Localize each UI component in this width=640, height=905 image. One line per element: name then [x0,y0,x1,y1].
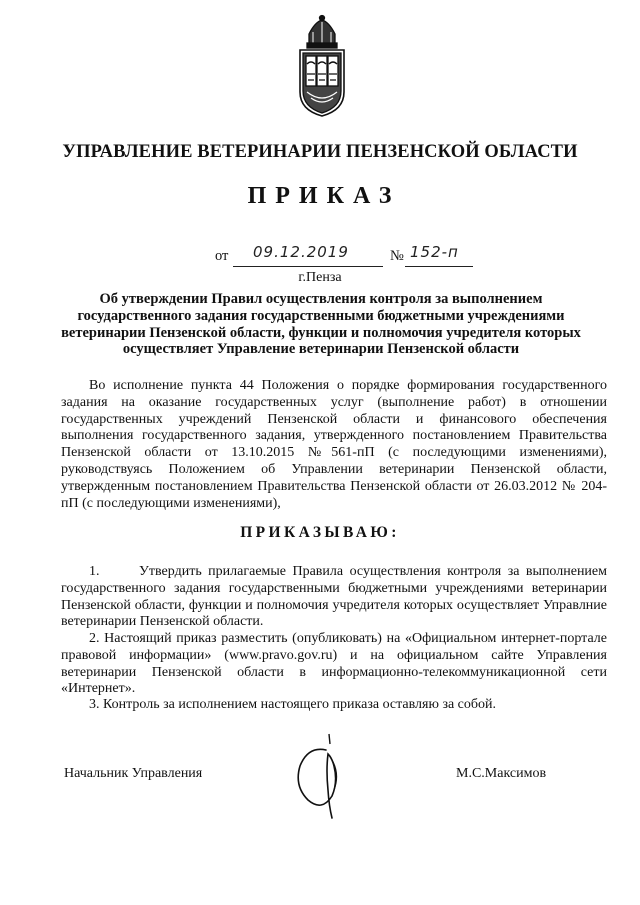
registration-line [0,243,640,268]
order-item-3 [61,697,607,714]
order-item-text: Настоящий приказ разместить (опубликовать) на «Официальном интернет-портале правовой информации» (www.pravo.gov.ru) и на официальном сайте Управления ветеринарии Пензенской области в информационно-телекоммуникационной сети «Интернет». [61,631,608,697]
document-type: ПРИКАЗ [247,183,401,209]
date-field [233,243,383,267]
order-item-number: 2. [89,631,100,646]
number-field [405,243,473,267]
city: г.Пенза [298,270,342,285]
preamble-paragraph: Во исполнение пункта 44 Положения о порядке формирования государственного задания на оказание государственных услуг (выполнение работ) в отношении государственных учреждений Пензенской области и финансового обеспечения выполнения государственного задания, утвержденного постановлением Правительства Пензенской области от 13.10.2015 №561-пП (с последующими изменениями), руководствуясь Положением об Управлении ветеринарии Пензенской области, утвержденным постановлением Правительства Пензенской области от 26.03.2012 № 204-пП (с последующими изменениями), [61,378,607,511]
organization-name: УПРАВЛЕНИЕ ВЕТЕРИНАРИИ ПЕНЗЕНСКОЙ ОБЛАСТИ [62,142,578,162]
order-item-text: Утвердить прилагаемые Правила осуществления контроля за выполнением государственного задания государственными бюджетными учреждениями ветеринарии Пензенской области, функции и полномочия учредителя которых осуществляет Управлние ветеринарии Пензенской области. [61,564,607,630]
coat-of-arms-icon [295,14,349,118]
signatory-position: Начальник Управления [64,766,203,781]
signatory-name: М.С.Максимов [456,766,547,781]
orders-heading: ПРИКАЗЫВАЮ: [240,524,400,541]
order-item-number: 3. [89,697,100,712]
order-item-number: 1. [89,564,100,579]
order-item-text: Контроль за исполнением настоящего приказа оставляю за собой. [103,697,497,712]
order-item-1 [61,564,607,631]
date-value: 09.12.2019 [253,243,349,261]
document-title: Об утверждении Правил осуществления контроля за выполнением государственного задания государственными бюджетными учреждениями ветеринарии Пензенской области, функции и полномочия учредителя которых осуществляет Управление ветеринарии Пензенской области [61,291,581,358]
order-item-2 [61,631,607,698]
date-prefix: от [215,248,229,264]
number-value: 152-п [410,243,459,261]
number-sign: № [390,248,404,264]
handwritten-signature [282,730,352,820]
